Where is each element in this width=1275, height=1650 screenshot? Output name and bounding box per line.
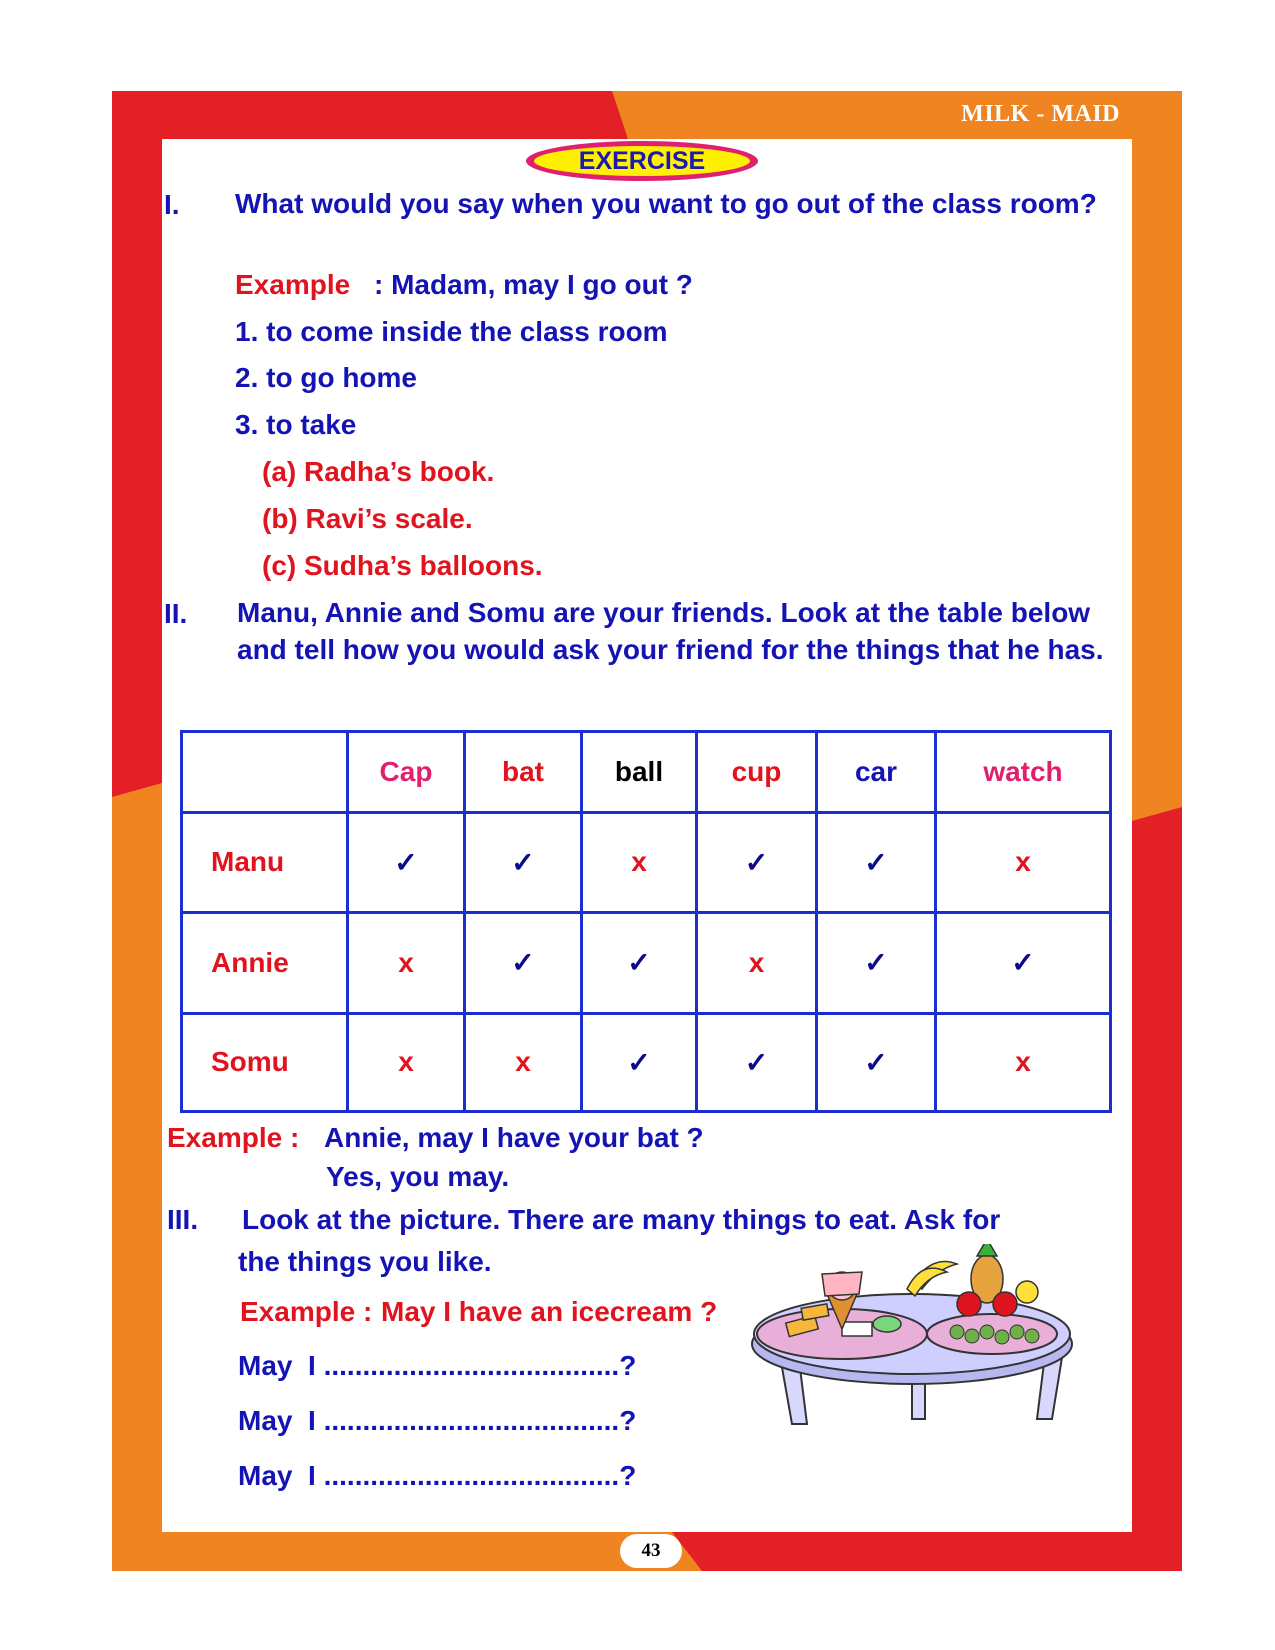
section-1-subitem: (b) Ravi’s scale. <box>262 503 473 534</box>
section-1-item: 1. to come inside the class room <box>235 316 668 347</box>
table-row <box>182 1013 1111 1111</box>
section-3-numeral: III. <box>167 1204 199 1235</box>
table-cell: ✓ <box>582 1013 697 1111</box>
exercise-label: EXERCISE <box>578 147 706 175</box>
answer-blank-line: May I ......................................? <box>238 1405 637 1436</box>
friend-name: Somu <box>182 1013 348 1111</box>
section-2-example-label: Example : <box>167 1122 300 1153</box>
section-3-example-text: May I have an icecream ? <box>381 1296 718 1327</box>
table-cell: x <box>465 1013 582 1111</box>
table-header-row <box>182 732 1111 813</box>
section-1-numeral: I. <box>164 189 180 220</box>
table-cell: ✓ <box>697 812 817 912</box>
section-3-question-line: the things you like. <box>238 1246 492 1277</box>
table-cell: x <box>697 913 817 1013</box>
food-table-illustration <box>747 1244 1077 1434</box>
friend-name: Annie <box>182 913 348 1013</box>
table-cell: ✓ <box>697 1013 817 1111</box>
table-column-header: watch <box>936 732 1111 813</box>
table-cell: ✓ <box>465 812 582 912</box>
section-1-item: 3. to take <box>235 409 357 440</box>
table-cell: x <box>582 812 697 912</box>
table-cell: ✓ <box>817 1013 936 1111</box>
table-cell: ✓ <box>348 812 465 912</box>
table-column-header: Cap <box>348 732 465 813</box>
section-2-question: Manu, Annie and Somu are your friends. Look at the table below and tell how you would ask your friend for the things that he has. <box>237 597 1104 665</box>
table-column-header: cup <box>697 732 817 813</box>
table-column-header: car <box>817 732 936 813</box>
table-column-header: ball <box>582 732 697 813</box>
section-2-numeral: II. <box>164 598 188 629</box>
table-cell: ✓ <box>936 913 1111 1013</box>
section-2-example-line: Annie, may I have your bat ? <box>324 1122 704 1153</box>
page-content <box>162 139 1132 1532</box>
table-cell: x <box>348 913 465 1013</box>
section-1-item: 2. to go home <box>235 362 417 393</box>
answer-blank-line: May I ......................................? <box>238 1350 637 1381</box>
table-cell: ✓ <box>817 812 936 912</box>
table-row <box>182 913 1111 1013</box>
friends-items-table <box>180 730 1112 1113</box>
table-cell: ✓ <box>817 913 936 1013</box>
table-cell: x <box>348 1013 465 1111</box>
section-3-example-label: Example : <box>240 1296 373 1327</box>
section-3-question-line: Look at the picture. There are many things to eat. Ask for <box>242 1204 1001 1235</box>
table-corner-cell <box>182 732 348 813</box>
book-title: MILK - MAID <box>961 101 1120 127</box>
table-cell: x <box>936 1013 1111 1111</box>
section-2-example-line: Yes, you may. <box>326 1161 510 1192</box>
section-1-question: What would you say when you want to go out of the class room? <box>235 188 1097 219</box>
answer-blank-line: May I ......................................? <box>238 1460 637 1491</box>
section-1-example-text: : Madam, may I go out ? <box>374 269 693 300</box>
friend-name: Manu <box>182 812 348 912</box>
exercise-badge <box>522 139 762 183</box>
table-cell: ✓ <box>582 913 697 1013</box>
page-frame <box>112 91 1182 1571</box>
table-row <box>182 812 1111 912</box>
table-column-header: bat <box>465 732 582 813</box>
section-1-example-label: Example <box>235 269 351 300</box>
section-1-subitem: (c) Sudha’s balloons. <box>262 550 543 581</box>
section-1-subitem: (a) Radha’s book. <box>262 456 495 487</box>
page-number: 43 <box>620 1534 682 1568</box>
table-cell: ✓ <box>465 913 582 1013</box>
table-cell: x <box>936 812 1111 912</box>
